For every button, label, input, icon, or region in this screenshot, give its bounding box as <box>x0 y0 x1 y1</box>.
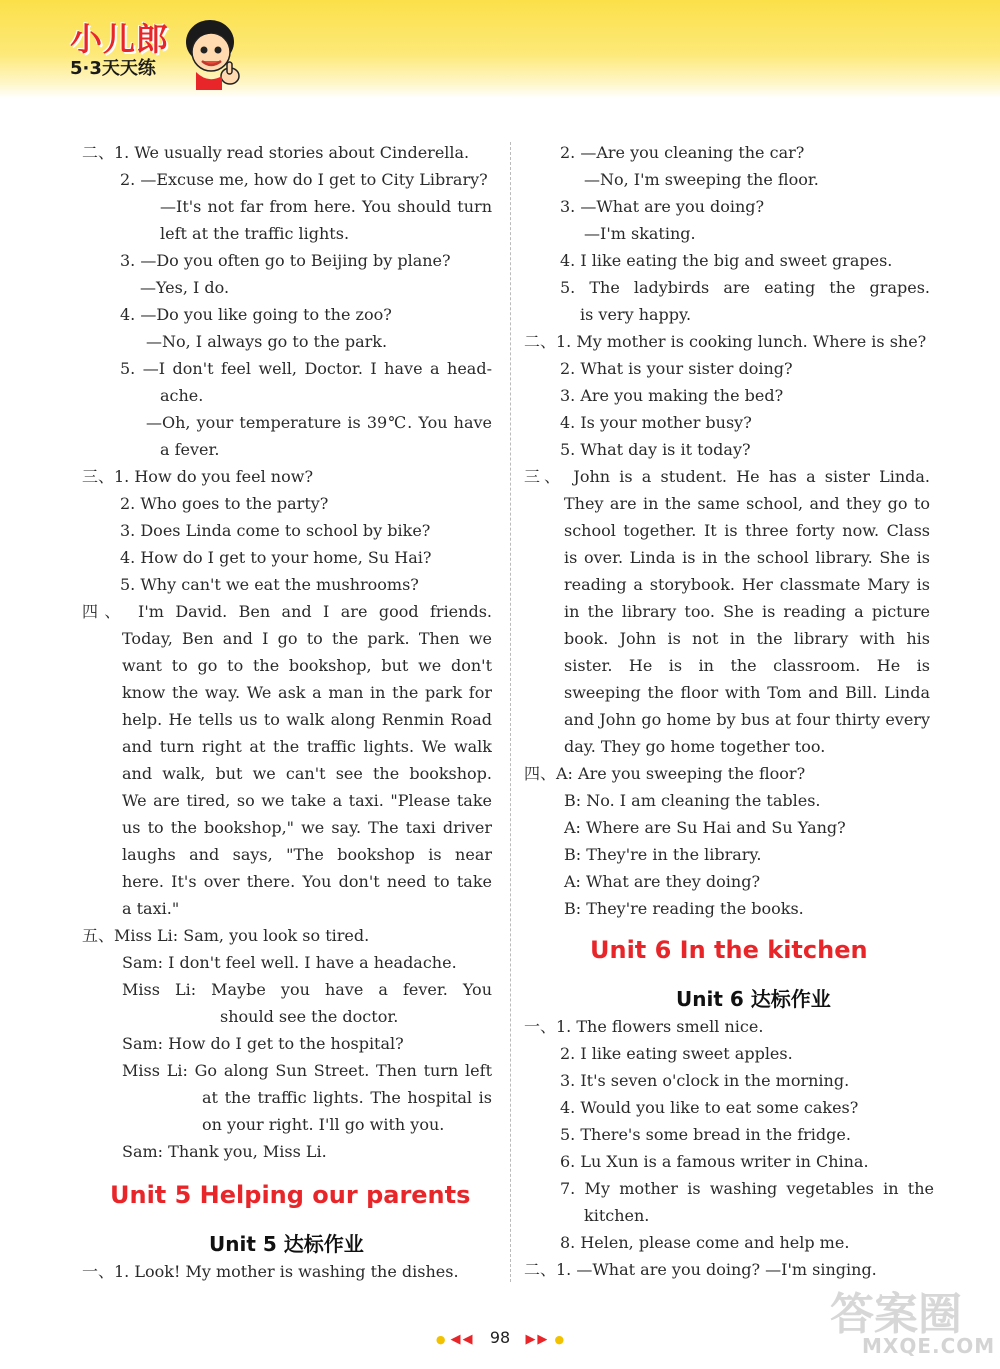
answer-line: a taxi." <box>122 899 180 918</box>
answer-line: is very happy. <box>580 305 692 324</box>
answer-line: B: No. I am cleaning the tables. <box>564 791 821 810</box>
answer-line: sweeping the floor with Tom and Bill. Linda <box>564 683 930 702</box>
answer-line: We are tired, so we take a taxi. "Please take <box>122 791 492 810</box>
column-divider <box>510 142 511 1282</box>
answer-line: Sam: Thank you, Miss Li. <box>122 1142 327 1161</box>
answer-line: 7. My mother is washing vegetables in the <box>560 1179 934 1198</box>
answer-line: 三、1. How do you feel now? <box>82 467 314 486</box>
watermark-site: MXQE.COM <box>862 1334 996 1358</box>
answer-line: a fever. <box>160 440 220 459</box>
answer-line: —I'm skating. <box>584 224 696 243</box>
answer-line: 5. There's some bread in the fridge. <box>560 1125 851 1144</box>
answer-line: 4. How do I get to your home, Su Hai? <box>120 548 432 567</box>
answer-line: 一、1. Look! My mother is washing the dishes. <box>82 1262 459 1281</box>
unit5-subtitle: Unit 5 达标作业 <box>209 1232 364 1256</box>
answer-line: 5. Why can't we eat the mushrooms? <box>120 575 419 594</box>
answer-line: B: They're in the library. <box>564 845 762 864</box>
brand-logo <box>70 22 169 80</box>
answer-line: laughs and says, "The bookshop is near <box>122 845 492 864</box>
answer-line: —Yes, I do. <box>140 278 230 297</box>
answer-line: kitchen. <box>584 1206 650 1225</box>
answer-line: know the way. We ask a man in the park for <box>122 683 492 702</box>
answer-line: 2. —Excuse me, how do I get to City Library? <box>120 170 488 189</box>
page-number: 98 <box>489 1328 511 1347</box>
answer-line: help. He tells us to walk along Renmin Road <box>122 710 492 729</box>
answer-line: 五、Miss Li: Sam, you look so tired. <box>82 926 370 945</box>
answer-line: 二、1. We usually read stories about Cinderella. <box>82 143 470 162</box>
answer-line: —No, I'm sweeping the floor. <box>584 170 819 189</box>
answer-line: —It's not far from here. You should turn <box>160 197 492 216</box>
answer-line: Miss Li: Go along Sun Street. Then turn left <box>122 1061 492 1080</box>
answer-line: 4. I like eating the big and sweet grapes. <box>560 251 893 270</box>
series-name: 5·3天天练 <box>70 58 156 79</box>
unit6-title: Unit 6 In the kitchen <box>590 936 868 964</box>
answer-line: Miss Li: Maybe you have a fever. You <box>122 980 492 999</box>
answer-line: —No, I always go to the park. <box>146 332 388 351</box>
answer-line: school together. It is three forty now. Class <box>564 521 930 540</box>
answer-line: 四、A: Are you sweeping the floor? <box>524 764 806 783</box>
mascot-icon <box>178 12 248 90</box>
answer-line: Today, Ben and I go to the park. Then we <box>122 629 492 648</box>
answer-line: 3. Does Linda come to school by bike? <box>120 521 431 540</box>
answer-line: on your right. I'll go with you. <box>202 1115 445 1134</box>
answer-line: 4. —Do you like going to the zoo? <box>120 305 392 324</box>
answer-line: book. John is not in the library with his <box>564 629 930 648</box>
answer-line: 2. I like eating sweet apples. <box>560 1044 793 1063</box>
answer-line: here. It's over there. You don't need to take <box>122 872 492 891</box>
answer-line: and John go home by bus at four thirty every <box>564 710 930 729</box>
answer-line: 8. Helen, please come and help me. <box>560 1233 850 1252</box>
answer-line: Sam: I don't feel well. I have a headache. <box>122 953 457 972</box>
answer-line: 4. Is your mother busy? <box>560 413 752 432</box>
answer-line: is over. Linda is in the school library. She is <box>564 548 930 567</box>
prev-arrows-icon: ◀◀ <box>450 1332 475 1347</box>
answer-line: —Oh, your temperature is 39℃. You have <box>146 413 492 432</box>
dot-icon: ● <box>435 1333 446 1346</box>
next-arrows-icon: ▶▶ <box>525 1332 550 1347</box>
answer-line: A: What are they doing? <box>564 872 761 891</box>
answer-line: us to the bookshop," we say. The taxi driver <box>122 818 492 837</box>
answer-line: Sam: How do I get to the hospital? <box>122 1034 404 1053</box>
answer-line: 二、1. —What are you doing? —I'm singing. <box>524 1260 877 1279</box>
answer-line: 2. What is your sister doing? <box>560 359 793 378</box>
answer-line: 3. —Do you often go to Beijing by plane? <box>120 251 451 270</box>
brand-name: 小儿郎 <box>70 20 170 58</box>
answer-line: They are in the same school, and they go to <box>564 494 930 513</box>
answer-line: 三、 John is a student. He has a sister Linda. <box>524 467 930 486</box>
answer-line: 3. It's seven o'clock in the morning. <box>560 1071 850 1090</box>
answer-line: 3. —What are you doing? <box>560 197 765 216</box>
answer-line: 二、1. My mother is cooking lunch. Where is she? <box>524 332 927 351</box>
answer-line: want to go to the bookshop, but we don't <box>122 656 492 675</box>
answer-line: 2. —Are you cleaning the car? <box>560 143 805 162</box>
answer-line: ache. <box>160 386 204 405</box>
answer-line: 一、1. The flowers smell nice. <box>524 1017 764 1036</box>
answer-line: B: They're reading the books. <box>564 899 804 918</box>
answer-line: at the traffic lights. The hospital is <box>202 1088 492 1107</box>
answer-line: 5. What day is it today? <box>560 440 751 459</box>
answer-line: 3. Are you making the bed? <box>560 386 784 405</box>
answer-line: 5. The ladybirds are eating the grapes. <box>560 278 930 297</box>
answer-line: 6. Lu Xun is a famous writer in China. <box>560 1152 869 1171</box>
answer-line: sister. He is in the classroom. He is <box>564 656 930 675</box>
unit5-title: Unit 5 Helping our parents <box>110 1181 471 1209</box>
answer-line: 4. Would you like to eat some cakes? <box>560 1098 859 1117</box>
answer-line: 2. Who goes to the party? <box>120 494 329 513</box>
answer-line: 5. —I don't feel well, Doctor. I have a head- <box>120 359 492 378</box>
answer-line: left at the traffic lights. <box>160 224 350 243</box>
dot-icon: ● <box>554 1333 565 1346</box>
unit6-subtitle: Unit 6 达标作业 <box>676 987 831 1011</box>
answer-line: 四、 I'm David. Ben and I are good friends. <box>82 602 492 621</box>
answer-line: reading a storybook. Her classmate Mary is <box>564 575 930 594</box>
answer-line: and walk, but we can't see the bookshop. <box>122 764 492 783</box>
answer-line: and turn right at the traffic lights. We walk <box>122 737 492 756</box>
answer-line: day. They go home together too. <box>564 737 826 756</box>
watermark-logo: 答案圈 <box>830 1289 962 1340</box>
answer-line: in the library too. She is reading a picture <box>564 602 930 621</box>
answer-line: A: Where are Su Hai and Su Yang? <box>564 818 846 837</box>
answer-line: should see the doctor. <box>220 1007 399 1026</box>
